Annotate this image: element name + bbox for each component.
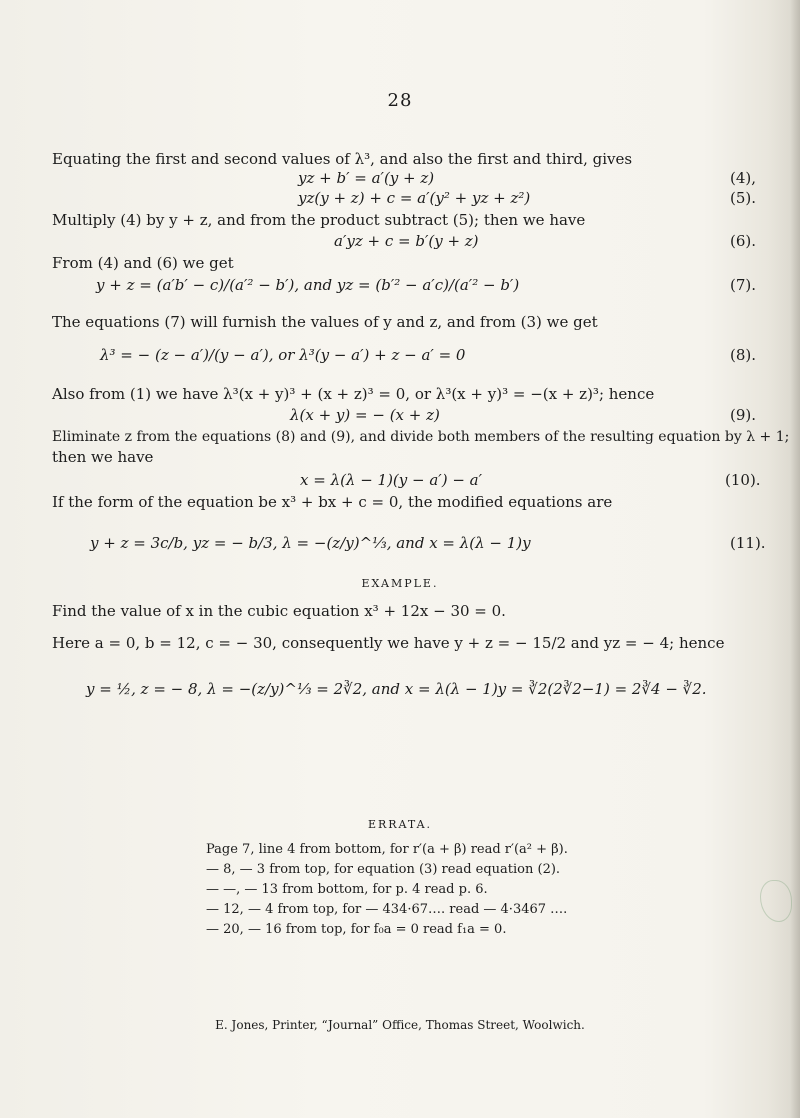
errata-line: Page 7, line 4 from bottom, for r′(a + β) read r′(a² + β). [206, 842, 568, 857]
paragraph-9: Here a = 0, b = 12, c = − 30, consequently we have y + z = − 15/2 and yz = − 4; hence [52, 634, 725, 652]
errata-line: — 20, — 16 from top, for f₀a = 0 read f₁a = 0. [206, 922, 507, 937]
paragraph-4: The equations (7) will furnish the values of y and z, and from (3) we get [52, 313, 598, 331]
equation-8-number: (8). [730, 346, 757, 364]
paragraph-6b: then we have [52, 448, 154, 466]
equation-9: λ(x + y) = − (x + z) [290, 406, 440, 424]
equation-10: x = λ(λ − 1)(y − a′) − a′ [300, 471, 483, 489]
equation-11-number: (11). [730, 534, 766, 552]
equation-7-number: (7). [730, 276, 757, 294]
printer-imprint: E. Jones, Printer, “Journal” Office, Thomas Street, Woolwich. [215, 1018, 585, 1032]
paragraph-3: From (4) and (6) we get [52, 254, 234, 272]
equation-12: y = ½, z = − 8, λ = −(z/y)^⅓ = 2∛2, and x = λ(λ − 1)y = ∛2(2∛2−1) = 2∛4 − ∛2. [86, 680, 707, 698]
errata-line: — —, — 13 from bottom, for p. 4 read p. 6. [206, 882, 488, 897]
paper-stain [760, 880, 792, 922]
paragraph-5: Also from (1) we have λ³(x + y)³ + (x + z)³ = 0, or λ³(x + y)³ = −(x + z)³; hence [52, 385, 655, 403]
errata-line: — 8, — 3 from top, for equation (3) read equation (2). [206, 862, 561, 877]
errata-line: — 12, — 4 from top, for — 434·67…. read — 4·3467 …. [206, 902, 568, 917]
equation-7: y + z = (a′b′ − c)/(a′² − b′), and yz = (b′² − a′c)/(a′² − b′) [96, 276, 520, 294]
equation-8: λ³ = − (z − a′)/(y − a′), or λ³(y − a′) + z − a′ = 0 [100, 346, 466, 364]
page-number: 28 [387, 90, 413, 111]
paragraph-6a: Eliminate z from the equations (8) and (9), and divide both members of the resulting equation by λ + 1; [52, 429, 790, 445]
errata-heading: ERRATA. [367, 818, 433, 831]
paragraph-7: If the form of the equation be x³ + bx + c = 0, the modified equations are [52, 493, 613, 511]
equation-4-number: (4), [730, 169, 757, 187]
equation-10-number: (10). [725, 471, 761, 489]
equation-11: y + z = 3c/b, yz = − b/3, λ = −(z/y)^⅓, and x = λ(λ − 1)y [90, 534, 531, 552]
paragraph-1: Equating the first and second values of λ³, and also the first and third, gives [52, 150, 633, 168]
example-heading: EXAMPLE. [361, 577, 439, 590]
equation-6-number: (6). [730, 232, 757, 250]
equation-4: yz + b′ = a′(y + z) [298, 169, 435, 187]
paragraph-2: Multiply (4) by y + z, and from the product subtract (5); then we have [52, 211, 586, 229]
equation-6: a′yz + c = b′(y + z) [334, 232, 479, 250]
paragraph-8: Find the value of x in the cubic equation x³ + 12x − 30 = 0. [52, 602, 506, 620]
equation-5: yz(y + z) + c = a′(y² + yz + z²) [298, 189, 531, 207]
equation-9-number: (9). [730, 406, 757, 424]
page-edge-shadow [790, 0, 800, 1118]
equation-5-number: (5). [730, 189, 757, 207]
